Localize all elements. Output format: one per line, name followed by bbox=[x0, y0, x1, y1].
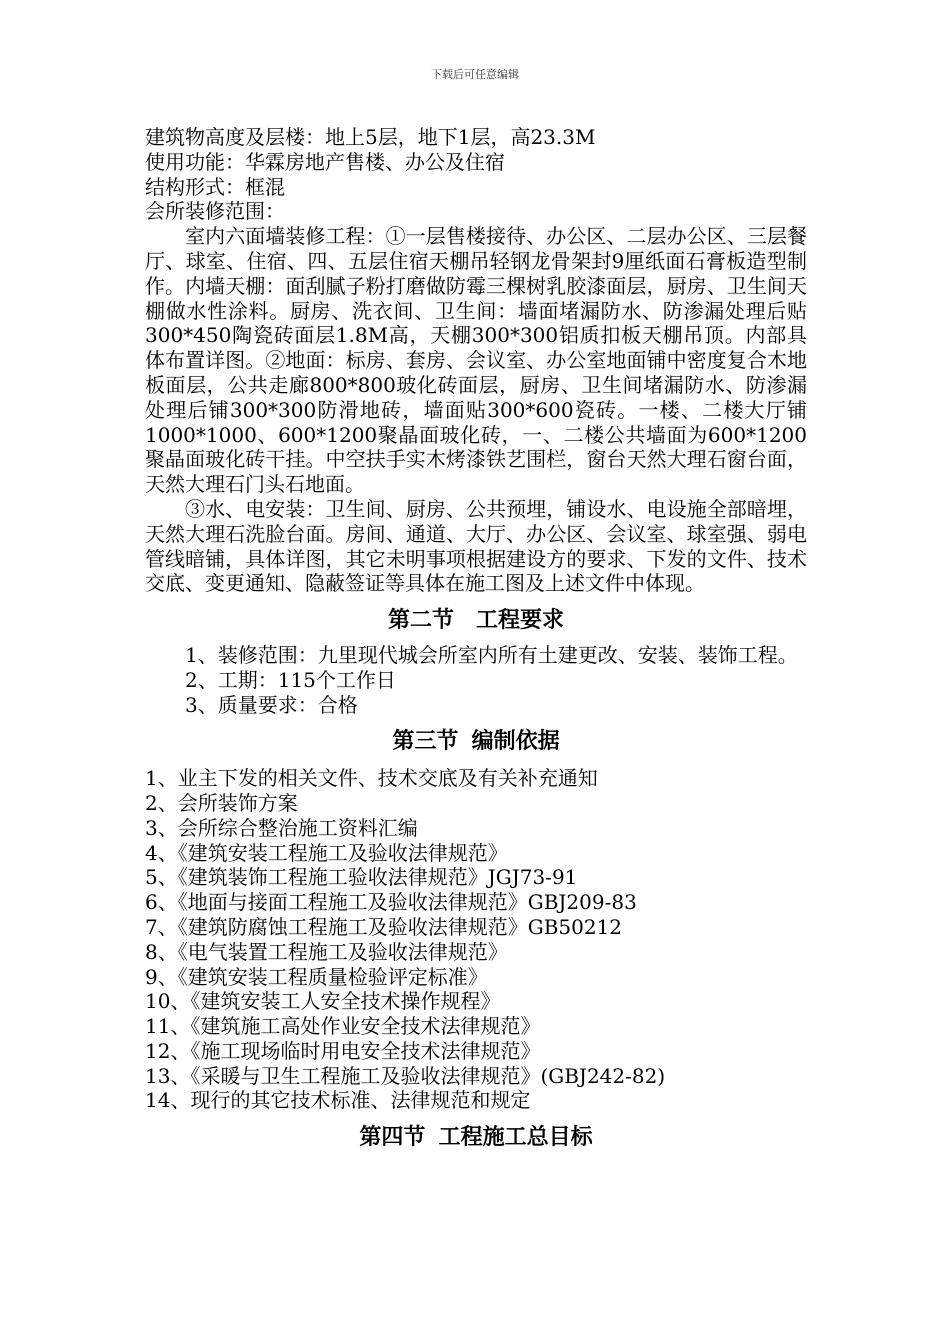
requirement-item: 1、装修范围：九里现代城会所室内所有土建更改、安装、装饰工程。 bbox=[185, 642, 798, 667]
basis-item: 5、《建筑装饰工程施工验收法律规范》JGJ73-91 bbox=[145, 865, 578, 890]
basis-item: 9、《建筑安装工程质量检验评定标准》 bbox=[145, 964, 488, 989]
page-header: 下载后可任意编辑 bbox=[431, 68, 519, 81]
section-number: 第三节 bbox=[392, 728, 459, 755]
basis-item: 7、《建筑防腐蚀工程施工及验收法律规范》GB50212 bbox=[145, 914, 623, 939]
basis-item: 11、《建筑施工高处作业安全技术法律规范》 bbox=[145, 1014, 541, 1039]
basis-item: 6、《地面与接面工程施工及验收法律规范》GBJ209-83 bbox=[145, 890, 637, 915]
section-title: 工程要求 bbox=[476, 607, 565, 634]
basis-item: 2、会所装饰方案 bbox=[145, 790, 298, 815]
basis-item: 14、现行的其它技术标准、法律规范和规定 bbox=[145, 1088, 531, 1113]
requirement-item: 2、工期：115个工作日 bbox=[185, 667, 396, 692]
intro-line: 结构形式：框混 bbox=[145, 174, 285, 199]
basis-item: 4、《建筑安装工程施工及验收法律规范》 bbox=[145, 840, 508, 865]
basis-item: 10、《建筑安装工人安全技术操作规程》 bbox=[145, 989, 501, 1014]
section-number: 第二节 bbox=[387, 607, 454, 634]
basis-item: 1、业主下发的相关文件、技术交底及有关补充通知 bbox=[145, 766, 598, 791]
intro-line: 会所装修范围： bbox=[145, 199, 285, 224]
intro-line: 建筑物高度及层楼：地上5层，地下1层，高23.3M bbox=[145, 125, 596, 149]
section-title: 工程施工总目标 bbox=[438, 1124, 593, 1151]
section-number: 第四节 bbox=[359, 1124, 426, 1151]
document-body bbox=[145, 125, 807, 1150]
scope-paragraph: 室内六面墙装修工程：①一层售楼接待、办公区、二层办公区、三层餐厅、球室、住宿、四、五层住宿天棚吊轻钢龙骨架封9厘纸面石膏板造型制作。内墙天棚：面刮腻子粉打磨做防霉三棵树乳胶漆面层，厨房、卫生间天棚做水性涂料。厨房、洗衣间、卫生间：墙面堵漏防水、防渗漏处理后贴300*450陶瓷砖面层1.8M高，天棚300*300铝质扣板天棚吊顶。内部具体布置详图。②地面：标房、套房、会议室、办公室地面铺中密度复合木地板面层，公共走廊800*800玻化砖面层，厨房、卫生间堵漏防水、防渗漏处理后铺300*300防滑地砖，墙面贴300*600瓷砖。一楼、二楼大厅铺1000*1000、600*1200聚晶面玻化砖，一、二楼公共墙面为600*1200聚晶面玻化砖干挂。中空扶手实木烤漆铁艺围栏，窗台天然大理石窗台面，天然大理石门头石地面。 bbox=[145, 224, 807, 497]
scope-paragraph: ③水、电安装：卫生间、厨房、公共预埋，铺设水、电设施全部暗埋，天然大理石洗脸台面。房间、通道、大厅、办公区、会议室、球室强、弱电管线暗铺，具体详图，其它未明事项根据建设方的要求、下发的文件、技术交底、变更通知、隐蔽签证等具体在施工图及上述文件中体现。 bbox=[145, 496, 807, 596]
basis-item: 13、《采暖与卫生工程施工及验收法律规范》(GBJ242-82) bbox=[145, 1063, 666, 1088]
requirement-item: 3、质量要求：合格 bbox=[185, 692, 358, 717]
intro-line: 使用功能：华霖房地产售楼、办公及住宿 bbox=[145, 149, 505, 174]
basis-item: 3、会所综合整治施工资料汇编 bbox=[145, 815, 418, 840]
section-heading-3 bbox=[145, 729, 807, 754]
section-title: 编制依据 bbox=[471, 728, 560, 755]
section-heading-2 bbox=[145, 608, 807, 633]
basis-item: 12、《施工现场临时用电安全技术法律规范》 bbox=[145, 1038, 541, 1063]
basis-item: 8、《电气装置工程施工及验收法律规范》 bbox=[145, 939, 508, 964]
section-heading-4 bbox=[145, 1125, 807, 1150]
